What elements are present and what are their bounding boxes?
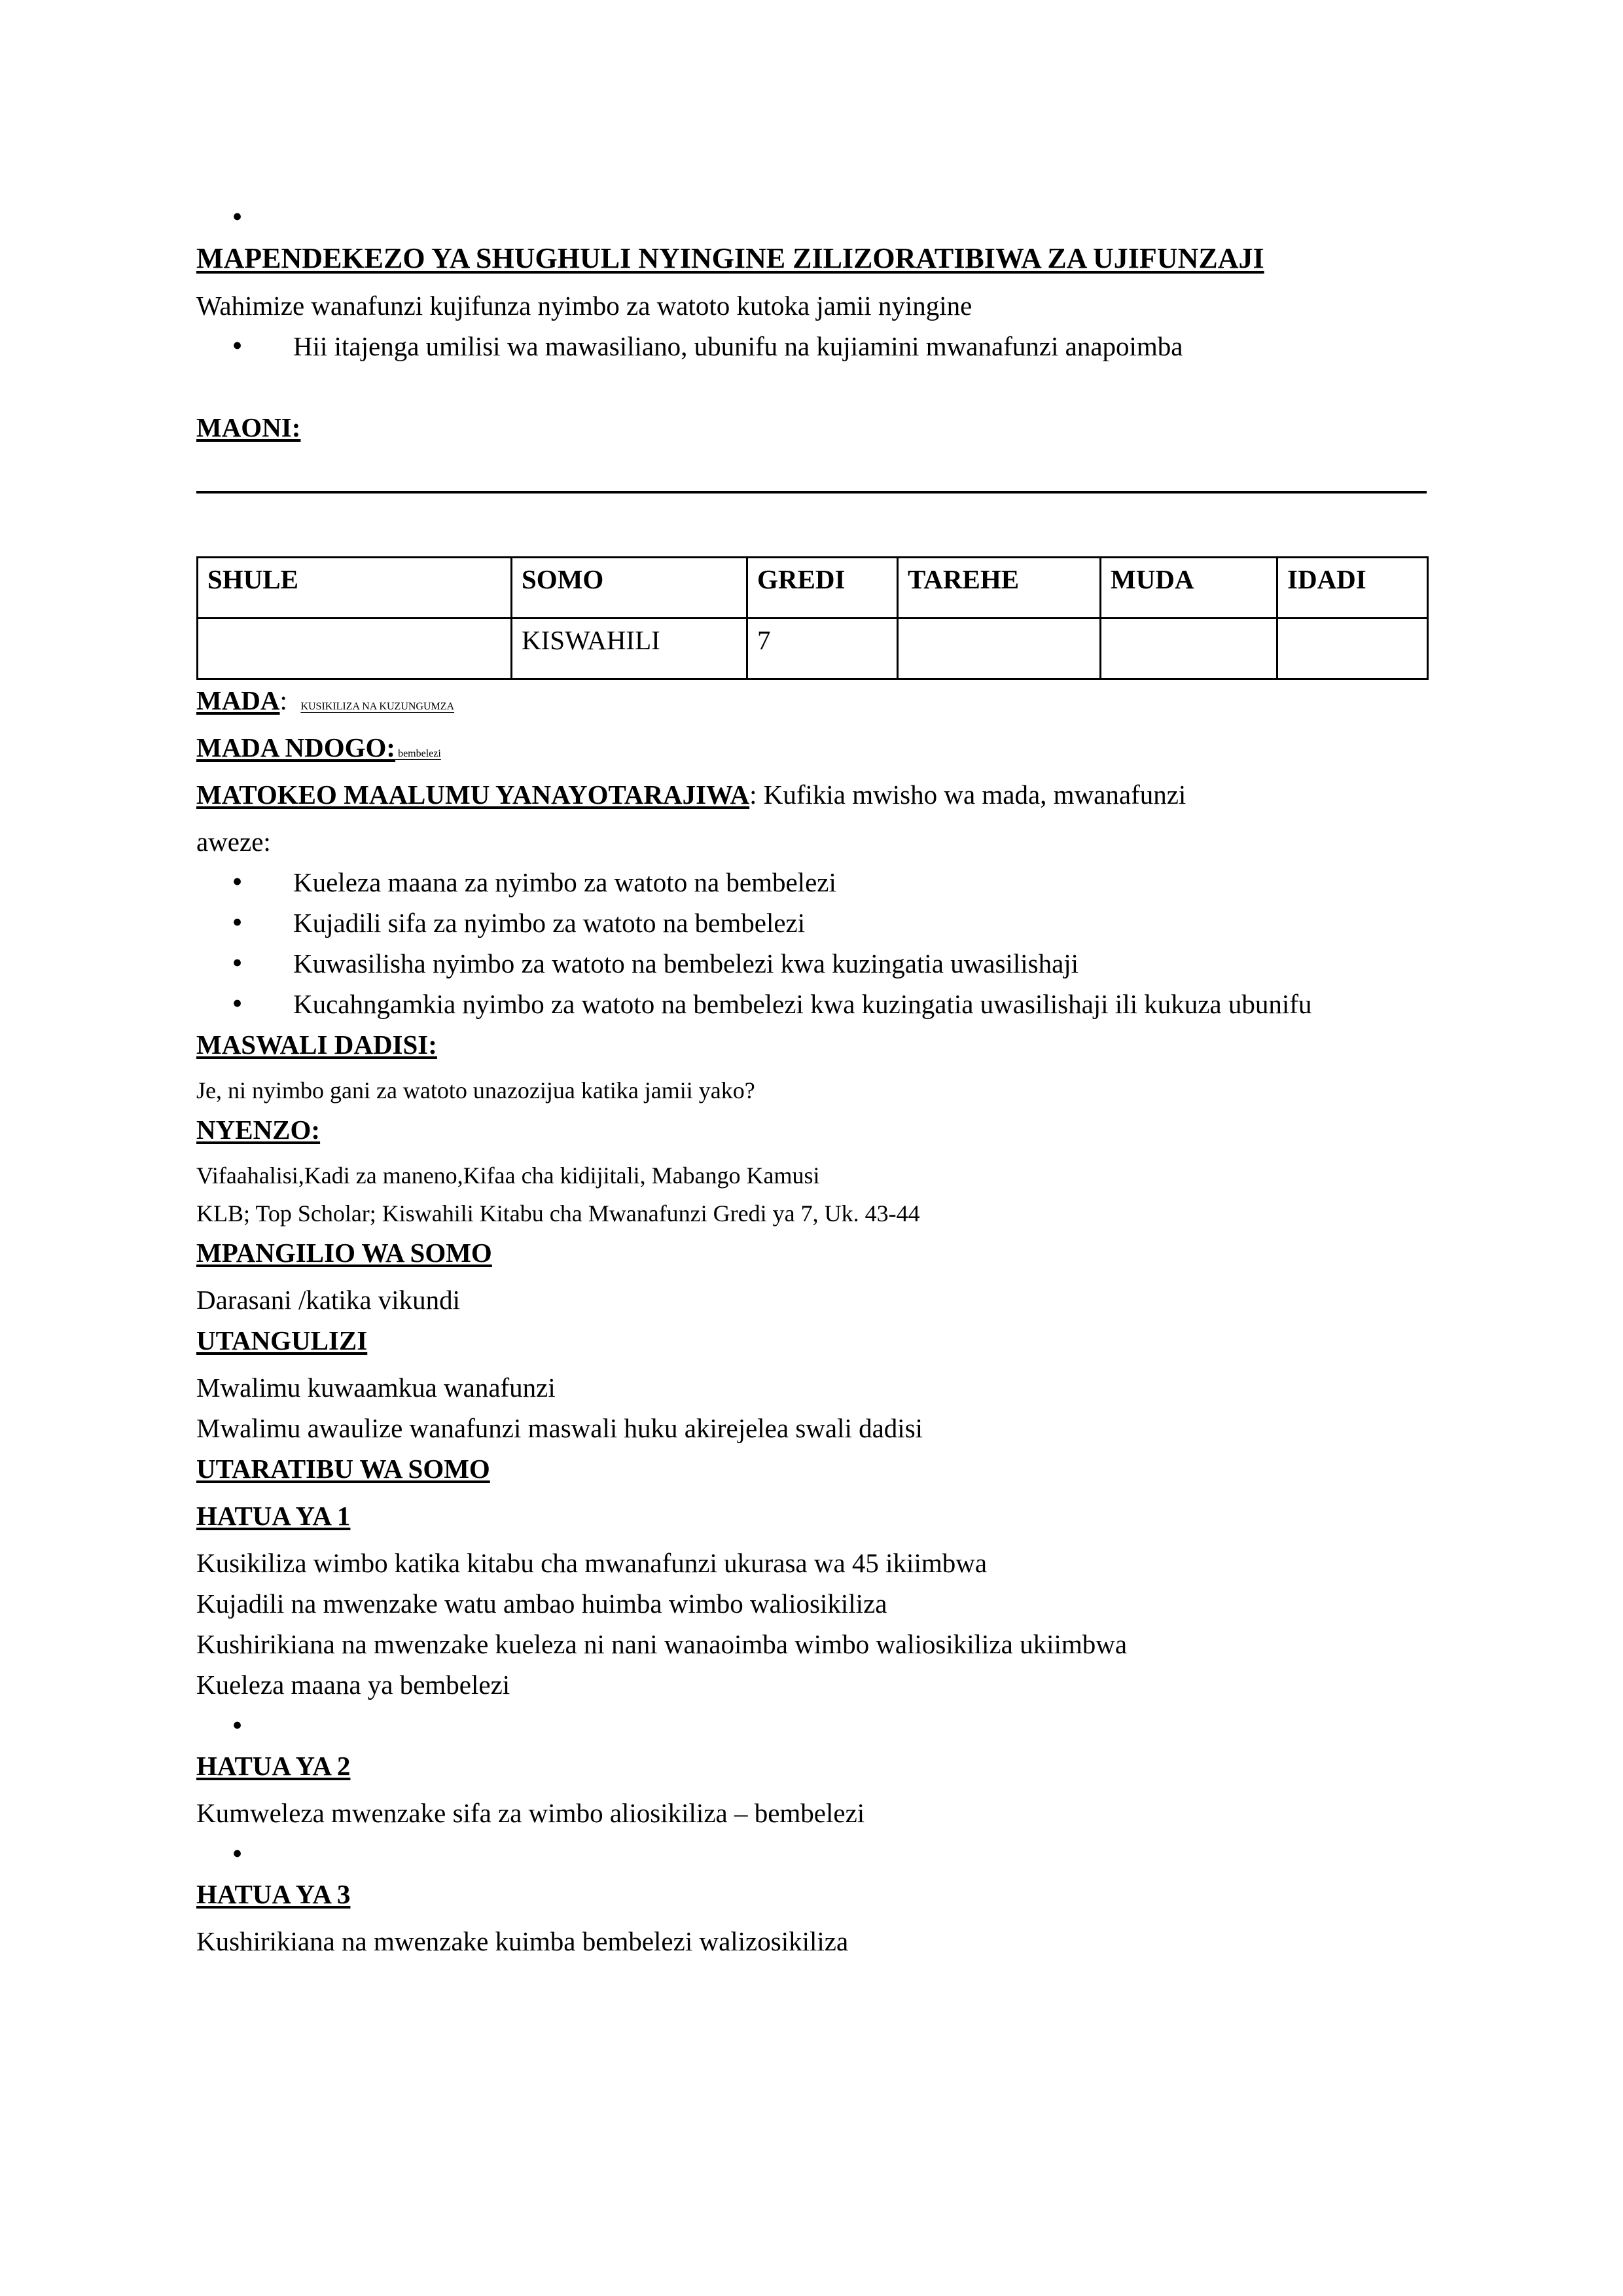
utangulizi-heading-row: [196, 1320, 1427, 1367]
hatua-3-heading-row: [196, 1874, 1427, 1921]
hatua-1-title: HATUA YA 1: [196, 1501, 351, 1531]
cell-idadi[interactable]: [1277, 619, 1428, 679]
matokeo-bullet-list: [196, 862, 1427, 1024]
leading-empty-bullet: [196, 196, 1427, 237]
lesson-meta-table: [196, 556, 1429, 680]
mada-ndogo-label: MADA NDOGO:: [196, 732, 396, 762]
list-item: ● Kucahngamkia nyimbo za watoto na bembelezi kwa kuzingatia uwasilishaji ili kukuza ubunifu: [196, 984, 1427, 1024]
column-header-gredi: GREDI: [747, 558, 898, 619]
recommendations-bullet-list: [196, 326, 1427, 367]
hatua-1-line-2: Kujadili na mwenzake watu ambao huimba wimbo waliosikiliza: [196, 1588, 887, 1619]
nyenzo-line-1: Vifaahalisi,Kadi za maneno,Kifaa cha kidijitali, Mabango Kamusi: [196, 1162, 820, 1189]
maoni-heading-row: [196, 407, 1427, 454]
utangulizi-title: UTANGULIZI: [196, 1325, 368, 1355]
mada-separator: :: [279, 685, 301, 715]
matokeo-label: MATOKEO MAALUMU YANAYOTARAJIWA: [196, 780, 750, 810]
maoni-title: MAONI:: [196, 412, 301, 442]
cell-tarehe[interactable]: [898, 619, 1101, 679]
cell-somo[interactable]: KISWAHILI: [512, 619, 747, 679]
column-header-idadi: IDADI: [1277, 558, 1428, 619]
nyenzo-heading-row: [196, 1109, 1427, 1157]
hatua-3-title: HATUA YA 3: [196, 1879, 351, 1909]
column-header-tarehe: TAREHE: [898, 558, 1101, 619]
mpangilio-title: MPANGILIO WA SOMO: [196, 1238, 492, 1268]
list-item: ● Kueleza maana za nyimbo za watoto na bembelezi: [196, 862, 1427, 903]
hatua-1-line-3: Kushirikiana na mwenzake kueleza ni nani wanaoimba wimbo waliosikiliza ukiimbwa: [196, 1629, 1128, 1659]
list-item: ● Kuwasilisha nyimbo za watoto na bembelezi kwa kuzingatia uwasilishaji: [196, 943, 1427, 984]
hatua-3-line-1: Kushirikiana na mwenzake kuimba bembelezi walizosikiliza: [196, 1926, 849, 1956]
hatua-2-line-1: Kumweleza mwenzake sifa za wimbo aliosikiliza – bembelezi: [196, 1798, 865, 1828]
hatua-1-trailing-empty-bullet: [196, 1705, 1427, 1746]
utangulizi-line-1: Mwalimu kuwaamkua wanafunzi: [196, 1372, 556, 1403]
utaratibu-title: UTARATIBU WA SOMO: [196, 1454, 490, 1484]
hatua-1-line-4: Kueleza maana ya bembelezi: [196, 1670, 510, 1700]
list-item: ● Kujadili sifa za nyimbo za watoto na bembelezi: [196, 903, 1427, 943]
nyenzo-title: NYENZO:: [196, 1115, 321, 1145]
maswali-dadisi-body: Je, ni nyimbo gani za watoto unazozijua katika jamii yako?: [196, 1077, 755, 1103]
hatua-2-trailing-empty-bullet: [196, 1833, 1427, 1874]
matokeo-rest: : Kufikia mwisho wa mada, mwanafunzi: [749, 780, 1186, 810]
table-header-row: [198, 558, 1428, 619]
table-row: [198, 619, 1428, 679]
cell-muda[interactable]: [1101, 619, 1277, 679]
recommendations-intro: Wahimize wanafunzi kujifunza nyimbo za watoto kutoka jamii nyingine: [196, 291, 972, 321]
maswali-dadisi-title: MASWALI DADISI:: [196, 1030, 437, 1060]
list-item: ● Hii itajenga umilisi wa mawasiliano, ubunifu na kujiamini mwanafunzi anapoimba: [196, 326, 1427, 367]
matokeo-row: [196, 774, 1427, 821]
column-header-shule: SHULE: [198, 558, 512, 619]
column-header-muda: MUDA: [1101, 558, 1277, 619]
recommendations-heading-row: [196, 237, 1427, 285]
hatua-2-title: HATUA YA 2: [196, 1751, 351, 1781]
mada-label: MADA: [196, 685, 280, 715]
hatua-1-heading-row: [196, 1496, 1427, 1543]
mpangilio-heading-row: [196, 1232, 1427, 1280]
mada-ndogo-value: bembelezi: [395, 748, 441, 759]
hatua-2-heading-row: [196, 1746, 1427, 1793]
nyenzo-line-2: KLB; Top Scholar; Kiswahili Kitabu cha Mwanafunzi Gredi ya 7, Uk. 43-44: [196, 1200, 920, 1227]
cell-shule[interactable]: [198, 619, 512, 679]
column-header-somo: SOMO: [512, 558, 747, 619]
utangulizi-line-2: Mwalimu awaulize wanafunzi maswali huku akirejelea swali dadisi: [196, 1413, 923, 1443]
mada-value: KUSIKILIZA NA KUZUNGUMZA: [300, 701, 455, 712]
recommendations-title: MAPENDEKEZO YA SHUGHULI NYINGINE ZILIZORATIBIWA ZA UJIFUNZAJI: [196, 242, 1264, 274]
mada-ndogo-row: [196, 727, 1427, 774]
cell-gredi[interactable]: 7: [747, 619, 898, 679]
mada-row: [196, 680, 1427, 727]
mpangilio-body: Darasani /katika vikundi: [196, 1285, 461, 1315]
matokeo-continuation: aweze:: [196, 827, 271, 857]
hatua-1-line-1: Kusikiliza wimbo katika kitabu cha mwanafunzi ukurasa wa 45 ikiimbwa: [196, 1548, 988, 1578]
utaratibu-heading-row: [196, 1448, 1427, 1496]
maswali-dadisi-heading-row: [196, 1024, 1427, 1071]
